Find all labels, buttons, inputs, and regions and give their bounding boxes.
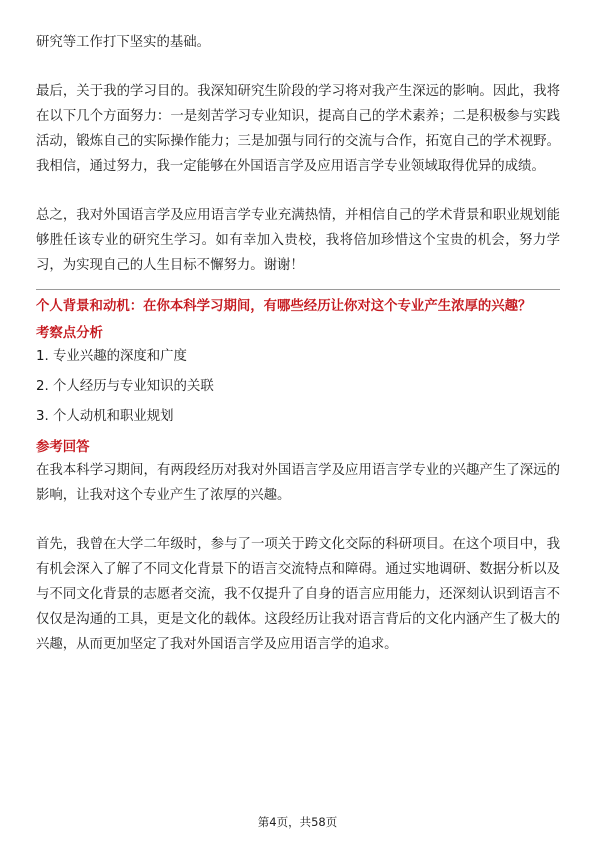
- analysis-point: 2. 个人经历与专业知识的关联: [36, 379, 214, 394]
- answer-paragraph-2: 首先，我曾在大学二年级时，参与了一项关于跨文化交际的科研项目。在这个项目中，我有机会深入了解了不同文化背景下的语言交流特点和障碍。通过实地调研、数据分析以及与不同文化背景的志愿者交流，我不仅提升了自身的语言应用能力，还深刻认识到语言不仅仅是沟通的工具，更是文化的载体。这段经历让我对语言背后的文化内涵产生了极大的兴趣，从而更加坚定了我对外国语言学及应用语言学的追求。: [36, 537, 560, 652]
- analysis-points-list: [36, 348, 560, 426]
- page-number-footer: 第4页，共58页: [257, 815, 338, 829]
- page-content: [36, 30, 560, 657]
- conclusion-paragraph: 总之，我对外国语言学及应用语言学专业充满热情，并相信自己的学术背景和职业规划能够胜任该专业的研究生学习。如有幸加入贵校，我将倍加珍惜这个宝贵的机会，努力学习，为实现自己的人生目标不懈努力。谢谢！: [36, 208, 560, 273]
- analysis-point: 1. 专业兴趣的深度和广度: [36, 349, 187, 364]
- answer-paragraph-1: 在我本科学习期间，有两段经历对我对外国语言学及应用语言学专业的兴趣产生了深远的影响，让我对这个专业产生了浓厚的兴趣。: [36, 463, 560, 503]
- goals-paragraph: 最后，关于我的学习目的。我深知研究生阶段的学习将对我产生深远的影响。因此，我将在以下几个方面努力：一是刻苦学习专业知识，提高自己的学术素养；二是积极参与实践活动，锻炼自己的实际操作能力；三是加强与同行的交流与合作，拓宽自己的学术视野。我相信，通过努力，我一定能够在外国语言学及应用语言学专业领域取得优异的成绩。: [36, 84, 560, 174]
- analysis-point: 3. 个人动机和职业规划: [36, 409, 174, 424]
- analysis-heading: 考察点分析: [36, 326, 103, 341]
- section-divider: [36, 289, 560, 290]
- answer-heading: 参考回答: [36, 440, 90, 455]
- question-heading: 个人背景和动机：在你本科学习期间，有哪些经历让你对这个专业产生浓厚的兴趣？: [36, 299, 532, 314]
- intro-tail-paragraph: 研究等工作打下坚实的基础。: [36, 35, 211, 50]
